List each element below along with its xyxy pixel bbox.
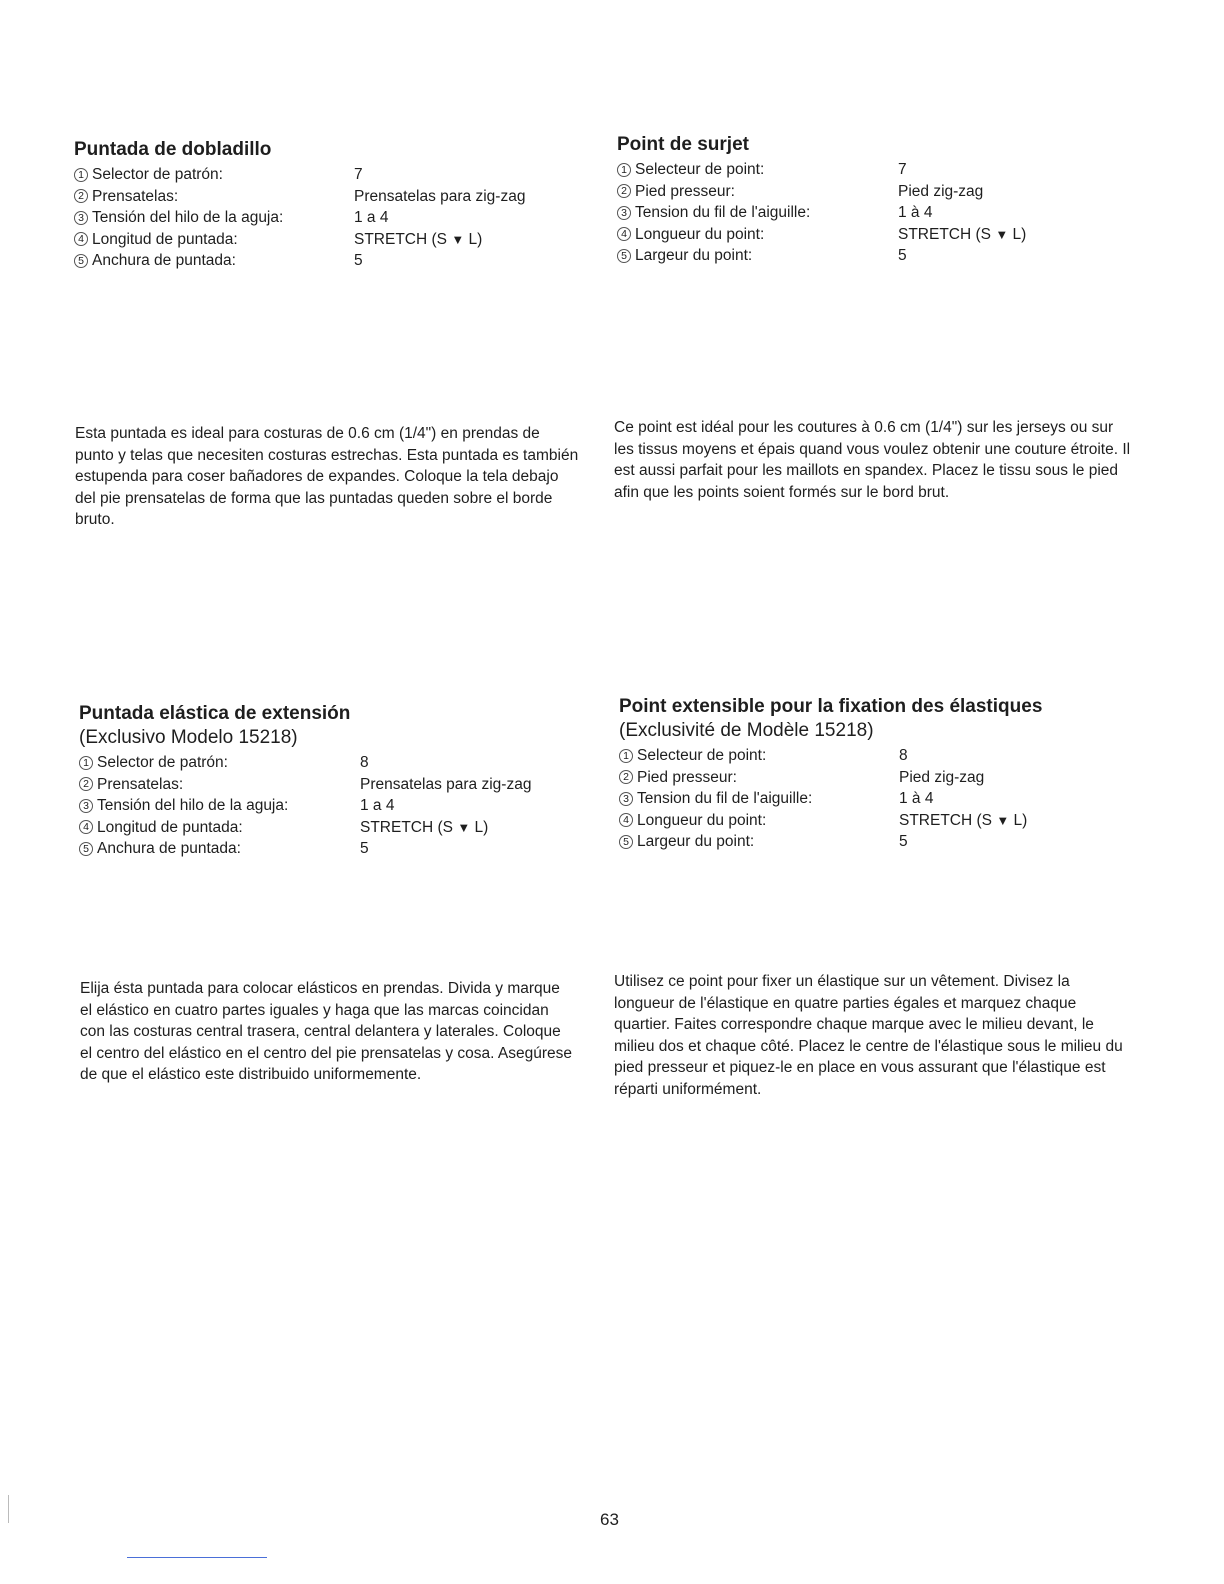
number-4-icon: 4 (617, 227, 631, 241)
number-1-icon: 1 (619, 749, 633, 763)
stretch-suffix: L) (470, 818, 489, 836)
number-3-icon: 3 (617, 206, 631, 220)
setting-value: 1 a 4 (354, 209, 389, 226)
setting-value: 5 (360, 840, 369, 857)
setting-label: Longueur du point: (637, 811, 767, 829)
es-hem-title: Puntada de dobladillo (74, 139, 272, 160)
es-hem-settings (74, 164, 594, 272)
setting-label: Anchura de puntada: (97, 840, 241, 857)
setting-value (360, 817, 488, 839)
setting-label: Selector de patrón: (97, 754, 228, 771)
number-4-icon: 4 (79, 820, 93, 834)
setting-value (899, 810, 1027, 832)
setting-row (617, 245, 1137, 267)
number-2-icon: 2 (619, 770, 633, 784)
setting-value: Pied zig-zag (899, 768, 985, 786)
setting-row (79, 774, 599, 796)
setting-row (74, 250, 594, 272)
stretch-suffix: L) (1008, 225, 1027, 243)
es-elastic-subtitle: (Exclusivo Modelo 15218) (79, 727, 298, 748)
setting-value: 1 à 4 (898, 204, 933, 221)
number-3-icon: 3 (74, 211, 88, 225)
number-5-icon: 5 (74, 254, 88, 268)
number-3-icon: 3 (79, 799, 93, 813)
setting-label: Anchura de puntada: (92, 252, 236, 269)
fr-overcast-paragraph: Ce point est idéal pour les coutures à 0.6 cm (1/4") sur les jerseys ou sur les tissus moyens et épais quand vous voulez obtenir une couture étroite. Il est aussi parfait pour les maillots en spandex. Placez le tissu sous le pied afin que les points soient formés sur le bord brut. (614, 419, 1131, 501)
setting-value (354, 229, 482, 251)
setting-label: Largeur du point: (635, 247, 753, 264)
setting-row (79, 817, 599, 839)
setting-value (898, 224, 1026, 246)
stretch-triangle-icon: ▼ (995, 226, 1009, 242)
setting-row (74, 164, 594, 186)
footer-divider (127, 1557, 267, 1558)
setting-row (617, 202, 1137, 224)
fr-elastic-subtitle: (Exclusivité de Modèle 15218) (619, 720, 874, 741)
setting-label: Longueur du point: (635, 225, 765, 243)
setting-row (79, 752, 599, 774)
setting-label: Selecteur de point: (637, 747, 767, 764)
es-hem-paragraph: Esta puntada es ideal para costuras de 0.6 cm (1/4") en prendas de punto y telas que necesiten costuras estrechas. Esta puntada es también estupenda para coser bañadores de expandes. Coloque la tela debajo del pie prensatelas de forma que las puntadas queden sobre el borde bruto. (75, 425, 579, 528)
stretch-prefix: STRETCH (S (899, 811, 997, 829)
setting-value: 5 (354, 252, 363, 269)
margin-mark (8, 1495, 9, 1523)
stretch-triangle-icon: ▼ (451, 231, 465, 247)
es-hem-section (74, 138, 594, 272)
stretch-triangle-icon: ▼ (996, 812, 1010, 828)
setting-row (619, 745, 1139, 767)
setting-row (79, 838, 599, 860)
setting-label: Pied presseur: (635, 182, 735, 200)
number-1-icon: 1 (74, 168, 88, 182)
number-4-icon: 4 (74, 232, 88, 246)
setting-value: Prensatelas para zig-zag (360, 775, 532, 793)
setting-row (619, 810, 1139, 832)
setting-value: 7 (354, 166, 363, 183)
stretch-suffix: L) (1009, 811, 1028, 829)
setting-label: Pied presseur: (637, 768, 737, 786)
es-elastic-section (79, 702, 599, 860)
number-2-icon: 2 (617, 184, 631, 198)
fr-overcast-title: Point de surjet (617, 134, 749, 155)
setting-row (619, 767, 1139, 789)
setting-label: Tensión del hilo de la aguja: (92, 209, 284, 226)
setting-label: Largeur du point: (637, 833, 755, 850)
stretch-triangle-icon: ▼ (457, 819, 471, 835)
setting-label: Tension du fil de l'aiguille: (637, 790, 813, 807)
fr-overcast-settings (617, 159, 1137, 267)
setting-row (617, 224, 1137, 246)
number-1-icon: 1 (79, 756, 93, 770)
stretch-prefix: STRETCH (S (360, 818, 458, 836)
setting-value: Prensatelas para zig-zag (354, 187, 526, 205)
fr-overcast-section (617, 133, 1137, 267)
setting-label: Selector de patrón: (92, 166, 223, 183)
setting-row (619, 831, 1139, 853)
fr-elastic-section (619, 695, 1139, 853)
setting-row (617, 181, 1137, 203)
number-5-icon: 5 (617, 249, 631, 263)
setting-value: 5 (898, 247, 907, 264)
number-5-icon: 5 (79, 842, 93, 856)
es-elastic-title: Puntada elástica de extensión (79, 703, 351, 724)
number-4-icon: 4 (619, 813, 633, 827)
stretch-prefix: STRETCH (S (898, 225, 996, 243)
setting-row (74, 229, 594, 251)
stretch-prefix: STRETCH (S (354, 230, 452, 248)
fr-elastic-paragraph: Utilisez ce point pour fixer un élastique sur un vêtement. Divisez la longueur de l'élastique en quatre parties égales et marquez chaque quartier. Faites correspondre chaque marque avec le milieu devant, le milieu dos et chaque côté. Placez le centre de l'élastique sous le milieu du pied presseur et piquez-le en place en vous assurant que l'élastique est réparti uniformément. (614, 973, 1123, 1098)
setting-row (79, 795, 599, 817)
fr-elastic-title: Point extensible pour la fixation des élastiques (619, 696, 1043, 717)
stretch-suffix: L) (464, 230, 483, 248)
setting-row (74, 186, 594, 208)
number-2-icon: 2 (79, 777, 93, 791)
setting-row (74, 207, 594, 229)
es-elastic-settings (79, 752, 599, 860)
setting-value: 8 (360, 754, 369, 771)
setting-value: Pied zig-zag (898, 182, 984, 200)
number-1-icon: 1 (617, 163, 631, 177)
setting-label: Prensatelas: (97, 775, 184, 793)
setting-row (619, 788, 1139, 810)
fr-elastic-settings (619, 745, 1139, 853)
number-2-icon: 2 (74, 189, 88, 203)
page-number: 63 (600, 1510, 619, 1529)
setting-value: 1 à 4 (899, 790, 934, 807)
setting-value: 8 (899, 747, 908, 764)
setting-value: 7 (898, 161, 907, 178)
setting-label: Selecteur de point: (635, 161, 765, 178)
setting-row (617, 159, 1137, 181)
setting-value: 1 a 4 (360, 797, 395, 814)
setting-value: 5 (899, 833, 908, 850)
setting-label: Tensión del hilo de la aguja: (97, 797, 289, 814)
setting-label: Longitud de puntada: (92, 230, 238, 248)
setting-label: Prensatelas: (92, 187, 179, 205)
setting-label: Tension du fil de l'aiguille: (635, 204, 811, 221)
number-5-icon: 5 (619, 835, 633, 849)
setting-label: Longitud de puntada: (97, 818, 243, 836)
number-3-icon: 3 (619, 792, 633, 806)
es-elastic-paragraph: Elija ésta puntada para colocar elásticos en prendas. Divida y marque el elástico en cuatro partes iguales y haga que las marcas coincidan con las costuras central trasera, central delantera y laterales. Coloque el centro del elástico en el centro del pie prensatelas y cosa. Asegúrese de que el elástico este distribuido uniformemente. (80, 980, 572, 1083)
